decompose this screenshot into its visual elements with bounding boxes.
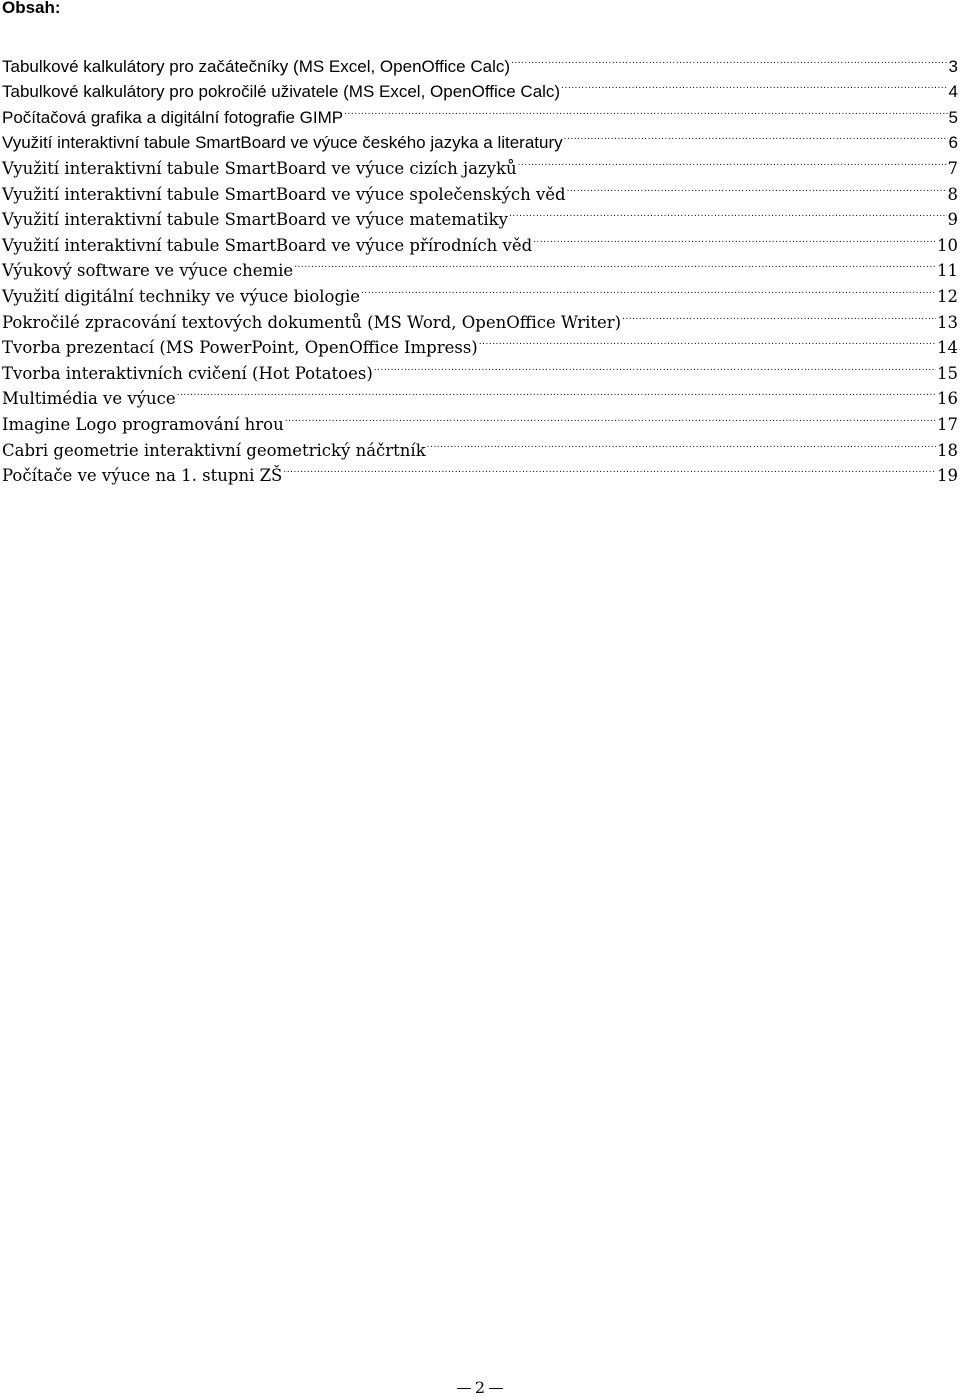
toc-dot-leader — [518, 148, 947, 174]
toc-entry-page-number: 9 — [947, 210, 958, 230]
toc-entry-page-number: 5 — [948, 107, 958, 127]
toc-dot-leader — [509, 200, 947, 226]
toc-entry[interactable] — [2, 46, 958, 76]
toc-entry-page-number: 6 — [948, 133, 958, 153]
toc-entry-page-number: 15 — [937, 363, 958, 383]
toc-dot-leader — [294, 251, 936, 277]
toc-entry-title: Využití interaktivní tabule SmartBoard ve výuce českého jazyka a literatury — [2, 133, 563, 153]
toc-dot-leader — [479, 328, 936, 354]
toc-entry-title: Využití interaktivní tabule SmartBoard ve výuce cizích jazyků — [2, 158, 517, 178]
toc-entry-title: Tabulkové kalkulátory pro začátečníky (MS Excel, OpenOffice Calc) — [2, 56, 511, 76]
toc-dot-leader — [622, 302, 936, 328]
toc-dot-leader — [177, 379, 936, 405]
toc-entry-title: Imagine Logo programování hrou — [2, 414, 284, 434]
toc-entry-page-number: 18 — [937, 440, 958, 460]
toc-dot-leader — [285, 404, 936, 430]
toc-entry-page-number: 3 — [948, 56, 958, 76]
page-footer — [0, 1378, 960, 1398]
toc-entry-page-number: 16 — [937, 389, 958, 409]
toc-dot-leader — [427, 430, 936, 456]
page-number: 2 — [474, 1378, 486, 1397]
footer-dash-left — [457, 1388, 471, 1389]
toc-dot-leader — [283, 456, 936, 482]
toc-dot-leader — [533, 225, 936, 251]
toc-entry-title: Výukový software ve výuce chemie — [2, 261, 294, 281]
toc-entry-page-number: 11 — [937, 261, 958, 281]
toc-dot-leader — [344, 97, 947, 123]
toc-dot-leader — [567, 174, 947, 200]
toc-entry-title: Využití digitální techniky ve výuce biologie — [2, 286, 361, 306]
toc-entry-page-number: 10 — [937, 235, 958, 255]
table-of-contents — [2, 46, 958, 486]
toc-entry-page-number: 17 — [937, 414, 958, 434]
toc-dot-leader — [564, 123, 948, 149]
toc-entry-page-number: 8 — [947, 184, 958, 204]
toc-dot-leader — [511, 46, 948, 72]
toc-dot-leader — [361, 276, 936, 302]
toc-entry-title: Počítače ve výuce na 1. stupni ZŠ — [2, 466, 283, 486]
toc-entry-page-number: 12 — [937, 286, 958, 306]
toc-entry-title: Využití interaktivní tabule SmartBoard ve výuce matematiky — [2, 210, 508, 230]
toc-entry-title: Počítačová grafika a digitální fotografie GIMP — [2, 107, 344, 127]
toc-entry-title: Využití interaktivní tabule SmartBoard ve výuce společenských věd — [2, 184, 566, 204]
toc-entry-page-number: 19 — [937, 466, 958, 486]
toc-dot-leader — [374, 353, 936, 379]
toc-entry-title: Využití interaktivní tabule SmartBoard ve výuce přírodních věd — [2, 235, 533, 255]
toc-heading: Obsah: — [2, 0, 61, 17]
toc-entry-page-number: 13 — [937, 312, 958, 332]
toc-entry-title: Tabulkové kalkulátory pro pokročilé uživatele (MS Excel, OpenOffice Calc) — [2, 82, 561, 102]
toc-entry-title: Multimédia ve výuce — [2, 389, 176, 409]
toc-entry-page-number: 14 — [937, 338, 958, 358]
toc-entry-title: Tvorba interaktivních cvičení (Hot Potatoes) — [2, 363, 373, 383]
footer-dash-right — [489, 1388, 503, 1389]
toc-entry-title: Tvorba prezentací (MS PowerPoint, OpenOffice Impress) — [2, 338, 478, 358]
toc-dot-leader — [561, 72, 947, 98]
toc-entry-title: Cabri geometrie interaktivní geometrický náčrtník — [2, 440, 426, 460]
toc-entry-page-number: 4 — [948, 82, 958, 102]
toc-entry-title: Pokročilé zpracování textových dokumentů (MS Word, OpenOffice Writer) — [2, 312, 622, 332]
toc-entry-page-number: 7 — [947, 158, 958, 178]
